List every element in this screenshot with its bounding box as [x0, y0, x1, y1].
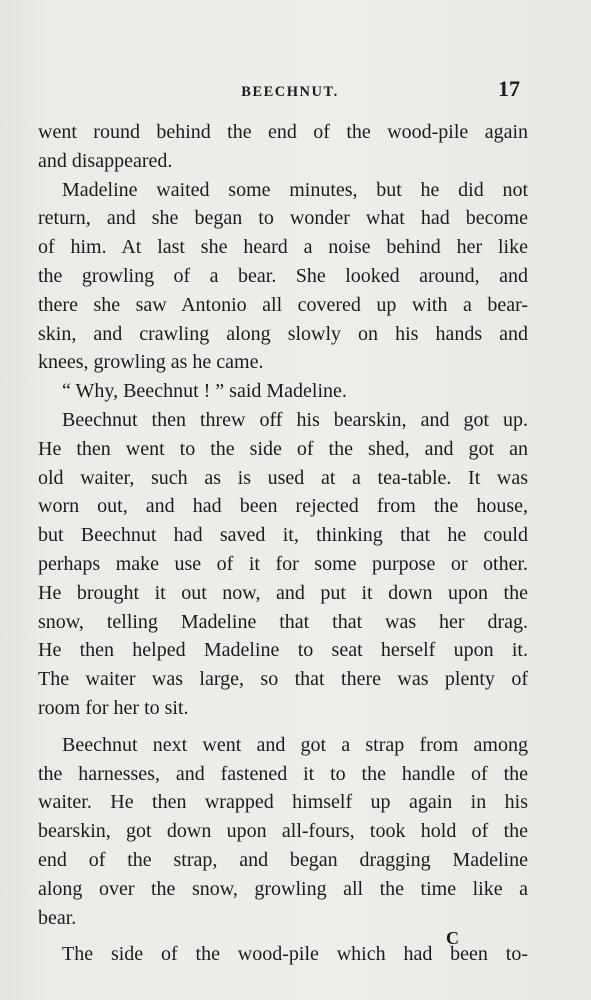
- running-head: [0, 76, 591, 104]
- text-line: went round behind the end of the wood-pile again: [38, 121, 528, 143]
- text-line: end of the strap, and began dragging Madeline: [38, 848, 528, 871]
- text-line: bear.: [38, 906, 77, 929]
- text-line: but Beechnut had saved it, thinking that he could: [38, 524, 528, 547]
- text-line: The waiter was large, so that there was plenty of: [38, 668, 528, 691]
- text-line: of him. At last she heard a noise behind her like: [38, 236, 528, 259]
- text-line: there she saw Antonio all covered up with a bear-: [38, 293, 528, 316]
- text-line: worn out, and had been rejected from the house,: [38, 495, 528, 518]
- text-line: along over the snow, growling all the time like a: [38, 877, 528, 900]
- text-line: Beechnut then threw off his bearskin, and got up.: [62, 408, 528, 431]
- text-line: He then helped Madeline to seat herself upon it.: [38, 639, 528, 662]
- text-line: perhaps make use of it for some purpose or other.: [38, 552, 528, 575]
- text-line: the growling of a bear. She looked around, and: [38, 264, 528, 287]
- text-line: return, and she began to wonder what had become: [38, 207, 528, 230]
- body-text: [38, 118, 528, 969]
- text-line: “ Why, Beechnut ! ” said Madeline.: [62, 380, 347, 403]
- text-line: snow, telling Madeline that that was her drag.: [38, 610, 528, 633]
- text-line: bearskin, got down upon all-fours, took hold of the: [38, 820, 528, 843]
- text-line: knees, growling as he came.: [38, 351, 264, 374]
- page-number: 17: [498, 76, 520, 101]
- text-line: and disappeared.: [38, 149, 173, 172]
- text-line: skin, and crawling along slowly on his hands and: [38, 322, 528, 345]
- text-line: old waiter, such as is used at a tea-table. It was: [38, 466, 528, 489]
- text-line: waiter. He then wrapped himself up again in his: [38, 791, 528, 814]
- text-line: He then went to the side of the shed, and got an: [38, 437, 528, 460]
- text-line: room for her to sit.: [38, 696, 189, 719]
- running-head-title: BEECHNUT.: [241, 84, 339, 100]
- text-line: Beechnut next went and got a strap from among: [62, 733, 528, 756]
- text-line: The side of the wood-pile which had been to-: [62, 943, 528, 966]
- text-line: Madeline waited some minutes, but he did not: [62, 178, 528, 201]
- text-line: the harnesses, and fastened it to the handle of the: [38, 762, 528, 785]
- text-line: He brought it out now, and put it down upon the: [38, 581, 528, 604]
- signature-mark: C: [446, 928, 459, 948]
